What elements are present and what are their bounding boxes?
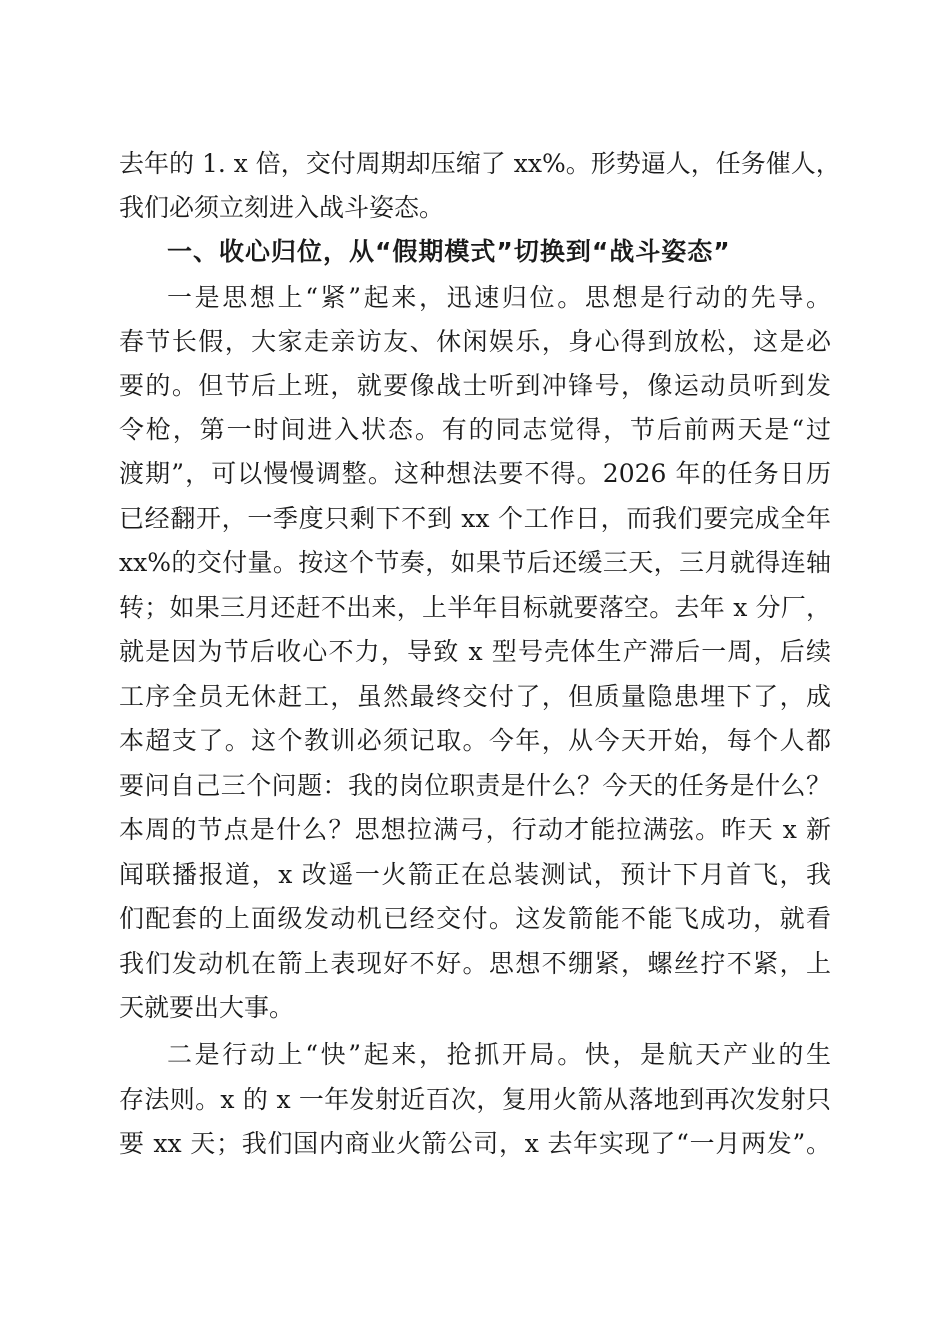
text-line: 存法则。x 的 x 一年发射近百次，复用火箭从落地到再次发射只 <box>119 1085 831 1114</box>
text-line: xx%的交付量。按这个节奏，如果节后还缓三天，三月就得连轴 <box>119 548 831 577</box>
text-line: 春节长假，大家走亲访友、休闲娱乐，身心得到放松，这是必 <box>119 327 831 356</box>
text-line: 就是因为节后收心不力，导致 x 型号壳体生产滞后一周，后续 <box>119 637 831 666</box>
text-line: 渡期”，可以慢慢调整。这种想法要不得。2026 年的任务日历 <box>119 459 831 488</box>
text-line: 转；如果三月还赶不出来，上半年目标就要落空。去年 x 分厂， <box>119 593 831 622</box>
text-line: 一是思想上“紧”起来，迅速归位。思想是行动的先导。 <box>167 283 831 312</box>
text-line: 要问自己三个问题：我的岗位职责是什么？今天的任务是什么？ <box>119 771 831 800</box>
text-line: 我们发动机在箭上表现好不好。思想不绷紧，螺丝拧不紧，上 <box>119 949 831 978</box>
text-line: 天就要出大事。 <box>119 993 295 1022</box>
text-line: 们配套的上面级发动机已经交付。这发箭能不能飞成功，就看 <box>119 904 831 933</box>
text-line: 工序全员无休赶工，虽然最终交付了，但质量隐患埋下了，成 <box>119 682 831 711</box>
text-line: 闻联播报道，x 改遥一火箭正在总装测试，预计下月首飞，我 <box>119 860 831 889</box>
text-line: 我们必须立刻进入战斗姿态。 <box>119 193 445 222</box>
text-line: 已经翻开，一季度只剩下不到 xx 个工作日，而我们要完成全年 <box>119 504 831 533</box>
text-line: 本周的节点是什么？思想拉满弓，行动才能拉满弦。昨天 x 新 <box>119 815 831 844</box>
text-line: 令枪，第一时间进入状态。有的同志觉得，节后前两天是“过 <box>119 415 831 444</box>
text-line: 去年的 1. x 倍，交付周期却压缩了 xx%。形势逼人，任务催人， <box>119 149 841 178</box>
text-line: 要 xx 天；我们国内商业火箭公司，x 去年实现了“一月两发”。 <box>119 1129 831 1158</box>
text-line: 要的。但节后上班，就要像战士听到冲锋号，像运动员听到发 <box>119 371 831 400</box>
section-heading: 一、收心归位，从“假期模式”切换到“战斗姿态” <box>167 237 731 266</box>
text-line: 二是行动上“快”起来，抢抓开局。快，是航天产业的生 <box>167 1040 831 1069</box>
text-line: 本超支了。这个教训必须记取。今年，从今天开始，每个人都 <box>119 726 831 755</box>
